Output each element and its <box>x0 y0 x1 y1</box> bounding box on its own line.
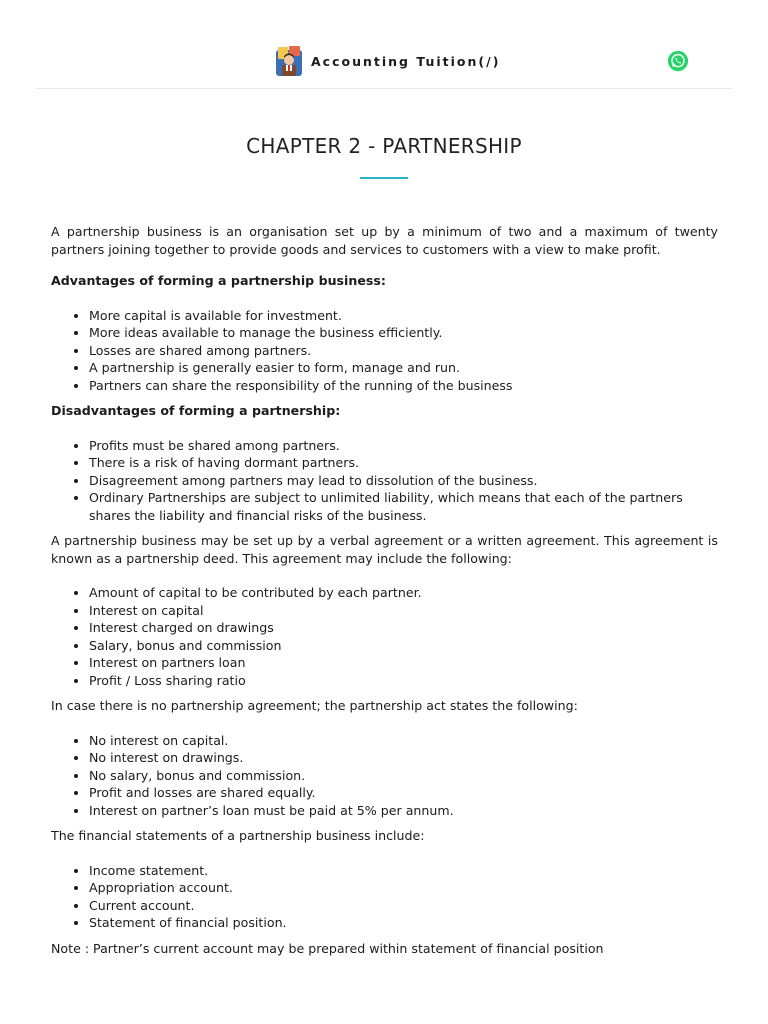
list-item: • Income statement. <box>89 862 718 880</box>
accounting-tuition-logo <box>274 44 304 78</box>
list-item: • There is a risk of having dormant partners. <box>89 454 718 472</box>
page-title: CHAPTER 2 - PARTNERSHIP <box>246 134 522 158</box>
list-item: • Profit / Loss sharing ratio <box>89 672 718 690</box>
list-item: • Profits must be shared among partners. <box>89 437 718 455</box>
statements-paragraph: The financial statements of a partnership business include: <box>51 828 425 843</box>
list-item: • Statement of financial position. <box>89 914 718 932</box>
list-item: • No interest on capital. <box>89 732 718 750</box>
list-item: • More ideas available to manage the business efficiently. <box>89 324 718 342</box>
list-item: • Disagreement among partners may lead to dissolution of the business. <box>89 472 718 490</box>
brand-link[interactable] <box>274 44 500 78</box>
article-body <box>51 223 718 957</box>
financial-statements-list <box>51 862 718 932</box>
list-item: • Ordinary Partnerships are subject to unlimited liability, which means that each of the partners shares the liability and financial risks of the business. <box>89 489 718 524</box>
deed-paragraph: A partnership business may be set up by a verbal agreement or a written agreement. This agreement is known as a partnership deed. This agreement may include the following: <box>51 533 718 566</box>
disadvantages-heading: Disadvantages of forming a partnership: <box>51 403 341 418</box>
list-item: • No salary, bonus and commission. <box>89 767 718 785</box>
list-item: • Salary, bonus and commission <box>89 637 718 655</box>
disadvantages-list <box>51 437 718 525</box>
advantages-heading: Advantages of forming a partnership business: <box>51 273 386 288</box>
list-item: • A partnership is generally easier to form, manage and run. <box>89 359 718 377</box>
list-item: • Interest on partner’s loan must be paid at 5% per annum. <box>89 802 718 820</box>
title-accent-divider <box>360 177 408 179</box>
list-item: • Interest on partners loan <box>89 654 718 672</box>
no-agreement-paragraph: In case there is no partnership agreement; the partnership act states the following: <box>51 698 578 713</box>
advantages-list <box>51 307 718 395</box>
list-item: • More capital is available for investment. <box>89 307 718 325</box>
note-paragraph: Note : Partner’s current account may be prepared within statement of financial position <box>51 940 604 956</box>
list-item: • Profit and losses are shared equally. <box>89 784 718 802</box>
site-header <box>36 40 732 89</box>
intro-paragraph: A partnership business is an organisation set up by a minimum of two and a maximum of twenty partners joining together to provide goods and services to customers with a view to make profit. <box>51 224 718 257</box>
list-item: • Amount of capital to be contributed by each partner. <box>89 584 718 602</box>
whatsapp-icon[interactable] <box>667 50 689 72</box>
list-item: • No interest on drawings. <box>89 749 718 767</box>
list-item: • Partners can share the responsibility of the running of the business <box>89 377 718 395</box>
brand-text: Accounting Tuition(/) <box>311 53 501 69</box>
deed-contents-list <box>51 584 718 689</box>
list-item: • Interest charged on drawings <box>89 619 718 637</box>
list-item: • Appropriation account. <box>89 879 718 897</box>
list-item: • Interest on capital <box>89 602 718 620</box>
list-item: • Current account. <box>89 897 718 915</box>
list-item: • Losses are shared among partners. <box>89 342 718 360</box>
partnership-act-list <box>51 732 718 820</box>
